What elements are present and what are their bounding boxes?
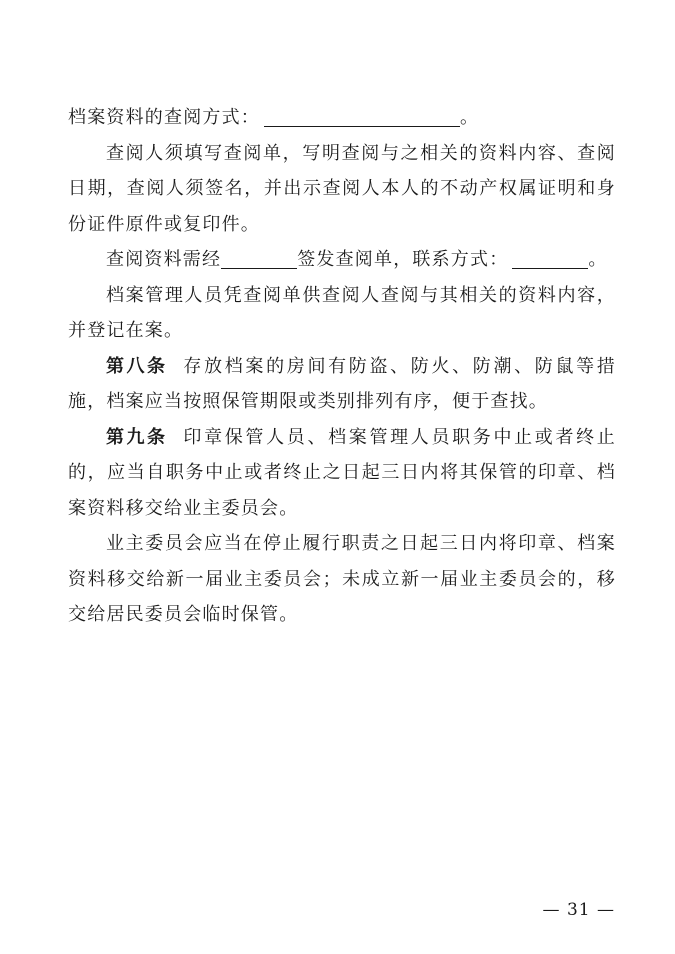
approval-end: 。 [588,249,608,270]
approval-label: 查阅资料需经 [106,249,222,270]
article-8 [68,349,616,420]
contact-blank [512,250,588,269]
paragraph-inspection-method [68,100,616,136]
document-body [68,100,616,633]
article-9-text: 印章保管人员、档案管理人员职务中止或者终止的，应当自职务中止或者终止之日起三日内将其保管的印章、档案资料移交给业主委员会。 [68,426,617,519]
article-9-label: 第九条 [106,426,168,448]
paragraph-approval [68,242,616,278]
article-8-text: 存放档案的房间有防盗、防火、防潮、防鼠等措施，档案应当按照保管期限或类别排列有序，便于查找。 [68,355,617,412]
approver-blank [221,250,297,269]
inspection-method-blank [264,108,460,127]
inspection-method-label: 档案资料的查阅方式： [68,107,260,128]
paragraph-committee-handover: 业主委员会应当在停止履行职责之日起三日内将印章、档案资料移交给新一届业主委员会；未成立新一届业主委员会的，移交给居民委员会临时保管。 [68,533,616,625]
article-9 [68,420,616,527]
article-8-label: 第八条 [106,355,168,377]
paragraph-inspection-form: 查阅人须填写查阅单，写明查阅与之相关的资料内容、查阅日期，查阅人须签名，并出示查阅人本人的不动产权属证明和身份证件原件或复印件。 [68,142,616,235]
contact-label: 签发查阅单，联系方式： [297,249,509,270]
paragraph-archive-staff: 档案管理人员凭查阅单供查阅人查阅与其相关的资料内容，并登记在案。 [68,284,616,341]
page-number: — 31 — [542,900,615,920]
inspection-method-end: 。 [460,107,480,128]
